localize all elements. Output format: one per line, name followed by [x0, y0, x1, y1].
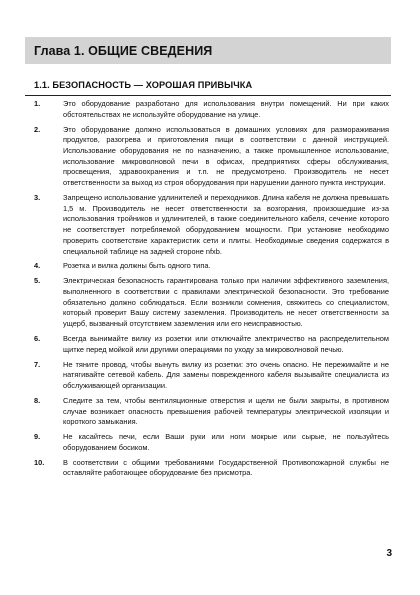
section-divider — [25, 95, 391, 96]
list-item — [25, 334, 389, 355]
item-number: 6. — [34, 334, 41, 343]
item-text: Запрещено использование удлинителей и переходников. Длина кабеля не должна превышать 1,5 м. Производитель не несет ответственности за возгорания, произошедшие из-за использования тройников и удлинителей, в также соединительного кабеля, сечение которого не соответствует потребляемой оборудованием мощности. При установке необходимо проверить соответствие характеристик сети и плиты. Необходимые сведения содержатся в специальной таблице на задней стороне nfxb. — [63, 193, 389, 256]
item-number: 8. — [34, 395, 41, 405]
item-number: 9. — [34, 432, 41, 442]
item-text: Не касайтесь печи, если Ваши руки или ноги мокрые или сырые, не пользуйтесь оборудованием босиком. — [63, 432, 389, 452]
list-item — [25, 360, 389, 392]
item-text: Не тяните провод, чтобы вынуть вилку из розетки: это очень опасно. Не пережимайте и не натягивайте сетевой кабель. Для замены поврежденного кабеля вызывайте специалиста из обслуживающей организации. — [63, 359, 389, 390]
item-text: В соответствии с общими требованиями Государственной Противопожарной службы не оставляйте работающее оборудование без присмотра. — [63, 457, 389, 478]
list-item — [25, 396, 389, 428]
list-item — [25, 276, 389, 330]
list-item — [25, 261, 389, 272]
item-text: Электрическая безопасность гарантирована только при наличии эффективного заземления, выполненного в соответствии с правилами электрической безопасности. Это требование обязательно должно соблюдаться. Если возникли сомнения, свяжитесь со специалистом, который проверит Вашу систему заземления. Производитель не несет ответственности за ущерб, вызванный отсутствием заземления или его неисправностью. — [63, 276, 389, 329]
section-title: 1.1. БЕЗОПАСНОСТЬ — ХОРОШАЯ ПРИВЫЧКА — [34, 80, 253, 90]
item-number: 1. — [34, 99, 41, 108]
item-text: Всегда вынимайте вилку из розетки или отключайте электричество на распределительном щитке перед мойкой или другими операциями по уходу за микроволновой печью. — [63, 334, 389, 354]
item-number: 5. — [34, 276, 41, 286]
item-text: Это оборудование должно использоваться в домашних условиях для размораживания продуктов, разогрева и приготовления пищи в соответствии с данной инструкцией. Использование оборудования не по назначению, а также промышленное использование, использование микроволновой печи в офисах, предприятиях сферы обслуживания, просвещения, здравоохранения и т.п. не предусмотрено. Производитель не несет ответственности за выход из строя оборудования при нарушении данного пункта инструкции. — [63, 124, 389, 188]
chapter-header — [25, 37, 391, 64]
item-text: Розетка и вилка должны быть одного типа. — [63, 261, 211, 271]
list-item — [25, 125, 389, 189]
page-number: 3 — [386, 548, 392, 559]
item-number: 3. — [34, 193, 41, 202]
item-text: Следите за тем, чтобы вентиляционные отверстия и щели не были закрыты, в противном случае возникает опасность превышения рабочей температуры электрической изоляции и короткого замыкания. — [63, 395, 389, 427]
item-text: Это оборудование разработано для использования внутри помещений. Ни при каких обстоятельствах не используйте оборудование на улице. — [63, 99, 389, 119]
item-number: 10. — [34, 457, 45, 467]
item-number: 7. — [34, 359, 41, 369]
list-item — [25, 99, 389, 120]
item-number: 4. — [34, 261, 41, 271]
item-number: 2. — [34, 124, 41, 134]
list-item — [25, 458, 389, 479]
list-item — [25, 432, 389, 453]
safety-rules-list — [25, 99, 389, 483]
chapter-title: Глава 1. ОБЩИЕ СВЕДЕНИЯ — [34, 44, 213, 58]
list-item — [25, 193, 389, 257]
